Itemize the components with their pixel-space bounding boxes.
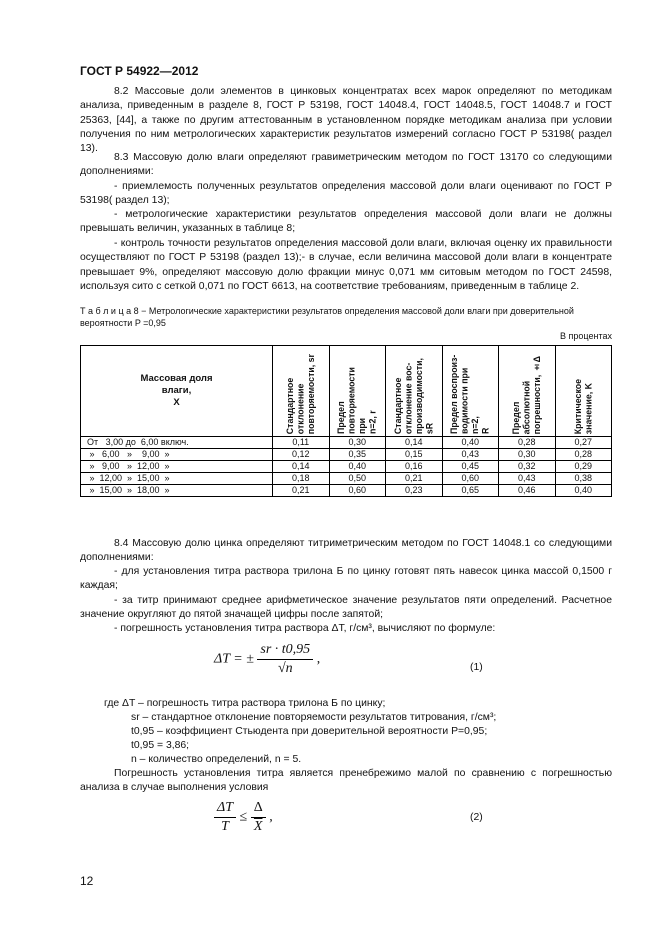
table-cell-value: 0,23 [386, 485, 443, 497]
formula-2-op: ≤ [239, 809, 248, 825]
table-header-label: Критическое значение, K [572, 378, 594, 434]
table-header-label: Предел повторяемости при n=2, r [336, 367, 378, 434]
table-header-label: Предел воспроиз- водимости при n=2, R [449, 354, 491, 434]
definition-intro: где ΔT – погрешность титра раствора трилона Б по цинку; [104, 698, 386, 709]
table-cell-value: 0,45 [442, 461, 499, 473]
table-cell-value: 0,40 [555, 485, 612, 497]
definition-n: n – количество определений, n = 5. [131, 754, 302, 765]
page-number: 12 [80, 874, 94, 888]
document-header: ГОСТ Р 54922—2012 [80, 64, 199, 78]
table-cell-value: 0,29 [555, 461, 612, 473]
table-cell-value: 0,28 [555, 449, 612, 461]
formula-1-number: (1) [470, 662, 483, 673]
formula-2-num1: ΔT [214, 800, 236, 818]
paragraph-8-3-a: - приемлемость полученных результатов определения массовой доли влаги оценивают по ГОСТ Р 53198( раздел 13); [80, 181, 612, 207]
table-cell-value: 0,46 [499, 485, 556, 497]
table-row [81, 449, 612, 461]
table-row [81, 485, 612, 497]
table-header-label: Стандартное отклонение вос- производимости, sR [392, 357, 435, 434]
table-header-row [81, 346, 612, 437]
table-cell-value: 0,27 [555, 437, 612, 449]
table-caption: Т а б л и ц а 8 − Метрологические характеристики результатов определения массовой доли влаги при доверительной вероятности P =0,95 [80, 306, 574, 328]
table-cell-value: 0,60 [329, 485, 386, 497]
table-cell-value: 0,32 [499, 461, 556, 473]
table-cell-value: 0,11 [273, 437, 330, 449]
paragraph-8-4-a: - для установления титра раствора трилона Б по цинку готовят пять навесок цинка массой 0,1500 г каждая; [80, 566, 612, 592]
table-cell-value: 0,38 [555, 473, 612, 485]
table-header-cell [555, 346, 612, 437]
paragraph-8-3-c: - контроль точности результатов определения массовой доли влаги, включая оценку их правильности осуществляют по ГОСТ Р 53198 (раздел 13);- в случае, если величина массовой доли влаги в концентрате превышает 9%, определяют массовую долю фракции минус 0,071 мм ситовым методом по ГОСТ 24598, используя сито с сеткой 0,071 по ГОСТ 6613, на соответствие требованиям, приведенным в таблице 2. [80, 238, 612, 292]
table-header-cell [442, 346, 499, 437]
table-cell-value: 0,35 [329, 449, 386, 461]
table-header-cell [386, 346, 443, 437]
table-header-cell [329, 346, 386, 437]
table-cell-value: 0,16 [386, 461, 443, 473]
formula-1-tail: , [316, 651, 321, 667]
definition-t095: t0,95 – коэффициент Стьюдента при доверительной вероятности P=0,95; [131, 726, 488, 737]
table-cell-range: » 9,00 » 12,00 » [81, 461, 273, 473]
table-units: В процентах [560, 331, 612, 341]
paragraph-8-4-b: - за титр принимают среднее арифметическое значение результатов пяти определений. Расчетное значение округляют до пятой значащей цифры после запятой; [80, 595, 612, 621]
table-cell-value: 0,14 [273, 461, 330, 473]
paragraph-8-4-c-text: - погрешность установления титра раствора ΔT, г/см³, вычисляют по формуле: [114, 623, 496, 634]
table-cell-value: 0,50 [329, 473, 386, 485]
formula-2-num2: Δ [251, 800, 266, 818]
table-header-label: Предел абсолютной погрешности, ±Δ [511, 355, 542, 434]
table-cell-value: 0,12 [273, 449, 330, 461]
table-row [81, 437, 612, 449]
paragraph-8-3: 8.3 Массовую долю влаги определяют гравиметрическим методом по ГОСТ 13170 со следующими дополнениями: [80, 152, 612, 178]
table-cell-value: 0,30 [329, 437, 386, 449]
table-cell-value: 0,21 [386, 473, 443, 485]
table-header-cell [499, 346, 556, 437]
definition-t095-value: t0,95 = 3,86; [131, 740, 190, 751]
table-cell-value: 0,15 [386, 449, 443, 461]
formula-2-den1: T [221, 819, 229, 834]
formula-2-tail: , [269, 809, 273, 825]
table-cell-value: 0,60 [442, 473, 499, 485]
definition-sr: sr – стандартное отклонение повторяемости результатов титрования, г/см³; [131, 712, 497, 723]
formula-2 [214, 800, 273, 835]
paragraph-last: Погрешность установления титра является пренебрежимо малой по сравнению с погрешностью анализа в случае выполнения условия [80, 768, 612, 794]
formula-2-number: (2) [470, 812, 483, 823]
table-cell-value: 0,14 [386, 437, 443, 449]
table-cell-range: » 15,00 » 18,00 » [81, 485, 273, 497]
formula-1 [214, 642, 320, 677]
table-header-label: Массовая доля влаги, X [140, 373, 213, 408]
table-header-cell [81, 346, 273, 437]
table-cell-value: 0,43 [499, 473, 556, 485]
paragraph-8-2: 8.2 Массовые доли элементов в цинковых концентратах всех марок определяют по методикам анализа, приведенным в разделе 8, ГОСТ Р 53198, ГОСТ 14048.4, ГОСТ 14048.5, ГОСТ 14048.7 и ГОСТ 25363, [44], а также по другим аттестованным в установленном порядке методикам анализа при условии получения по ним метрологических характеристик результатов измерений согласно ГОСТ Р 53198( раздел 13). [80, 86, 612, 155]
table-cell-value: 0,40 [442, 437, 499, 449]
formula-1-numerator: sr · t0,95 [257, 642, 313, 660]
paragraph-8-3-b: - метрологические характеристики результатов определения массовой доли влаги не должны превышать величин, указанных в таблице 8; [80, 209, 612, 235]
table-cell-value: 0,40 [329, 461, 386, 473]
table-cell-value: 0,30 [499, 449, 556, 461]
table-cell-value: 0,28 [499, 437, 556, 449]
formula-2-den2: X [253, 819, 263, 834]
table-cell-range: » 6,00 » 9,00 » [81, 449, 273, 461]
table-header-label: Стандартное отклонение повторяемости, sr [285, 353, 316, 434]
table-8 [80, 345, 612, 497]
table-cell-value: 0,43 [442, 449, 499, 461]
table-header-cell [273, 346, 330, 437]
table-row [81, 473, 612, 485]
table-row [81, 461, 612, 473]
formula-1-denominator: √n [277, 661, 293, 676]
table-body [81, 437, 612, 497]
formula-1-lhs: ΔT = ± [214, 651, 254, 667]
table-cell-range: » 12,00 » 15,00 » [81, 473, 273, 485]
paragraph-8-4: 8.4 Массовую долю цинка определяют титриметрическим методом по ГОСТ 14048.1 со следующими дополнениями: [80, 538, 612, 564]
table-cell-range: От 3,00 до 6,00 включ. [81, 437, 273, 449]
table-cell-value: 0,18 [273, 473, 330, 485]
paragraph-8-4-c [80, 622, 612, 636]
table-cell-value: 0,65 [442, 485, 499, 497]
table-cell-value: 0,21 [273, 485, 330, 497]
